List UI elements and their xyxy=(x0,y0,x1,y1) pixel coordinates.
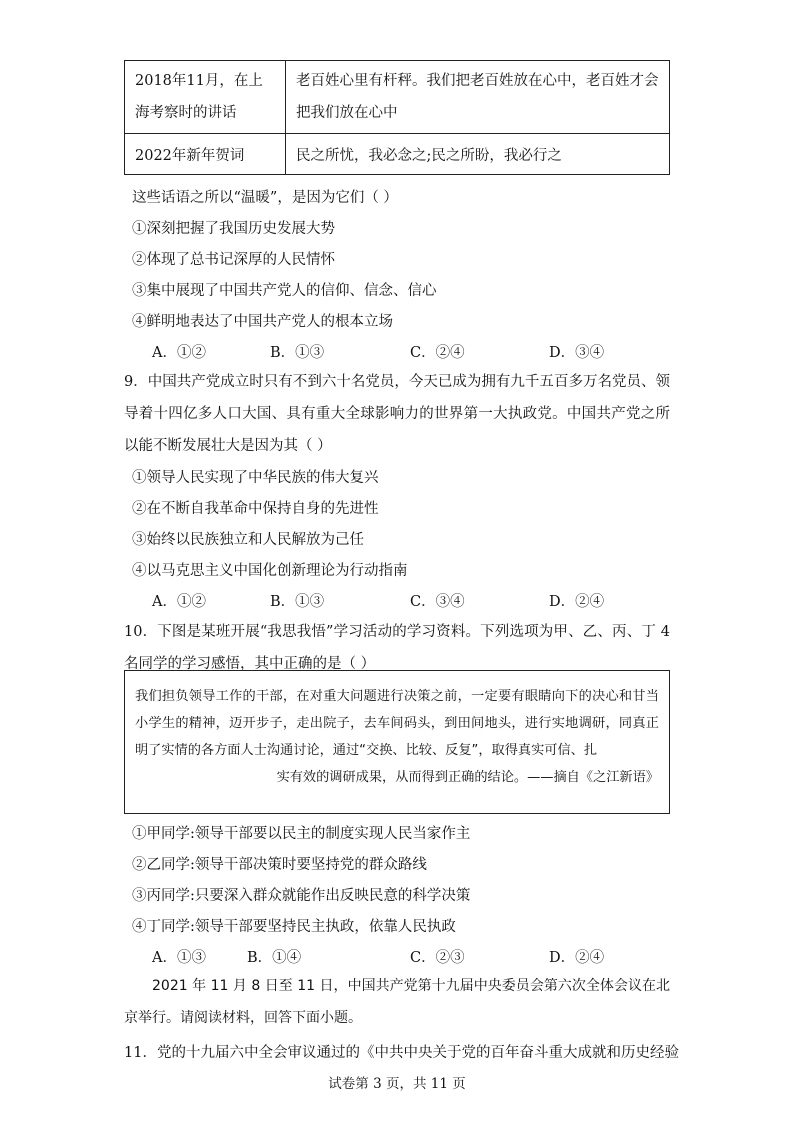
q10-option-a[interactable]: A．①③ xyxy=(152,950,206,966)
q8-option-b[interactable]: B．①③ xyxy=(270,345,325,361)
q9-stem: 9．中国共产党成立时只有不到六十名党员，今天已成为拥有九千五百多万名党员、领导着十四亿多人口大国、具有重大全球影响力的世界第一大执政党。中国共产党之所以能不断发展壮大是因为其（ ） xyxy=(124,374,670,454)
q10-option-c[interactable]: C．②③ xyxy=(410,950,465,966)
page-footer: 试卷第 3 页，共 11 页 xyxy=(328,1076,466,1092)
q8-option-a[interactable]: A．①② xyxy=(152,345,206,361)
q8-option-c[interactable]: C．②④ xyxy=(410,345,465,361)
q10-item-1: ①甲同学:领导干部要以民主的制度实现人民当家作主 xyxy=(132,826,471,842)
q9-option-a[interactable]: A．①② xyxy=(152,594,206,610)
q9-item-4: ④以马克思主义中国化创新理论为行动指南 xyxy=(132,563,408,579)
quote-box-source: 实有效的调研成果，从而得到正确的结论。——摘自《之江新语》 xyxy=(276,770,659,785)
q9-option-c[interactable]: C．③④ xyxy=(410,594,465,610)
quote-box-text: 我们担负领导工作的干部，在对重大问题进行决策之前，一定要有眼睛向下的决心和甘当小学生的精神，迈开步子，走出院子，去车间码头，到田间地头，进行实地调研，同真正明了实情的各方面人士沟通讨论，通过“交换、比较、反复”，取得真实可信、扎 xyxy=(135,689,659,758)
q9-item-1: ①领导人民实现了中华民族的伟大复兴 xyxy=(132,470,379,486)
material-intro: 2021 年 11 月 8 日至 11 日，中国共产党第十九届中央委员会第六次全体会议在北京举行。请阅读材料，回答下面小题。 xyxy=(124,978,670,1026)
q8-item-2: ②体现了总书记深厚的人民情怀 xyxy=(132,252,335,268)
quote-table xyxy=(124,60,670,175)
q10-stem: 10．下图是某班开展“我思我悟”学习活动的学习资料。下列选项为甲、乙、丙、丁 4 名同学的学习感悟，其中正确的是（ ） xyxy=(124,624,670,672)
q10-item-3: ③丙同学:只要深入群众就能作出反映民意的科学决策 xyxy=(132,888,471,904)
table-cell-source: 2018年11月，在上海考察时的讲话 xyxy=(125,61,286,134)
q8-stem: 这些话语之所以“温暖”，是因为它们（ ） xyxy=(132,190,398,206)
q10-option-d[interactable]: D．②④ xyxy=(549,950,605,966)
table-cell-quote: 民之所忧，我必念之;民之所盼，我必行之 xyxy=(286,134,670,175)
q9-option-d[interactable]: D．②④ xyxy=(549,594,605,610)
q8-option-d[interactable]: D．③④ xyxy=(549,345,605,361)
q8-item-4: ④鲜明地表达了中国共产党人的根本立场 xyxy=(132,314,393,330)
table-cell-source: 2022年新年贺词 xyxy=(125,134,286,175)
q10-item-2: ②乙同学:领导干部决策时要坚持党的群众路线 xyxy=(132,857,427,873)
q8-item-1: ①深刻把握了我国历史发展大势 xyxy=(132,221,335,237)
table-cell-quote: 老百姓心里有杆秤。我们把老百姓放在心中，老百姓才会把我们放在心中 xyxy=(286,61,670,134)
table-row xyxy=(125,61,670,134)
q8-item-3: ③集中展现了中国共产党人的信仰、信念、信心 xyxy=(132,283,437,299)
q10-item-4: ④丁同学:领导干部要坚持民主执政，依靠人民执政 xyxy=(132,919,456,935)
quote-box xyxy=(124,670,670,814)
q9-option-b[interactable]: B．①③ xyxy=(270,594,325,610)
q11-stem: 11．党的十九届六中全会审议通过的《中共中央关于党的百年奋斗重大成就和历史经验 xyxy=(124,1045,679,1061)
q9-item-3: ③始终以民族独立和人民解放为己任 xyxy=(132,532,364,548)
q10-option-b[interactable]: B．①④ xyxy=(247,950,302,966)
q9-item-2: ②在不断自我革命中保持自身的先进性 xyxy=(132,501,379,517)
table-row xyxy=(125,134,670,175)
